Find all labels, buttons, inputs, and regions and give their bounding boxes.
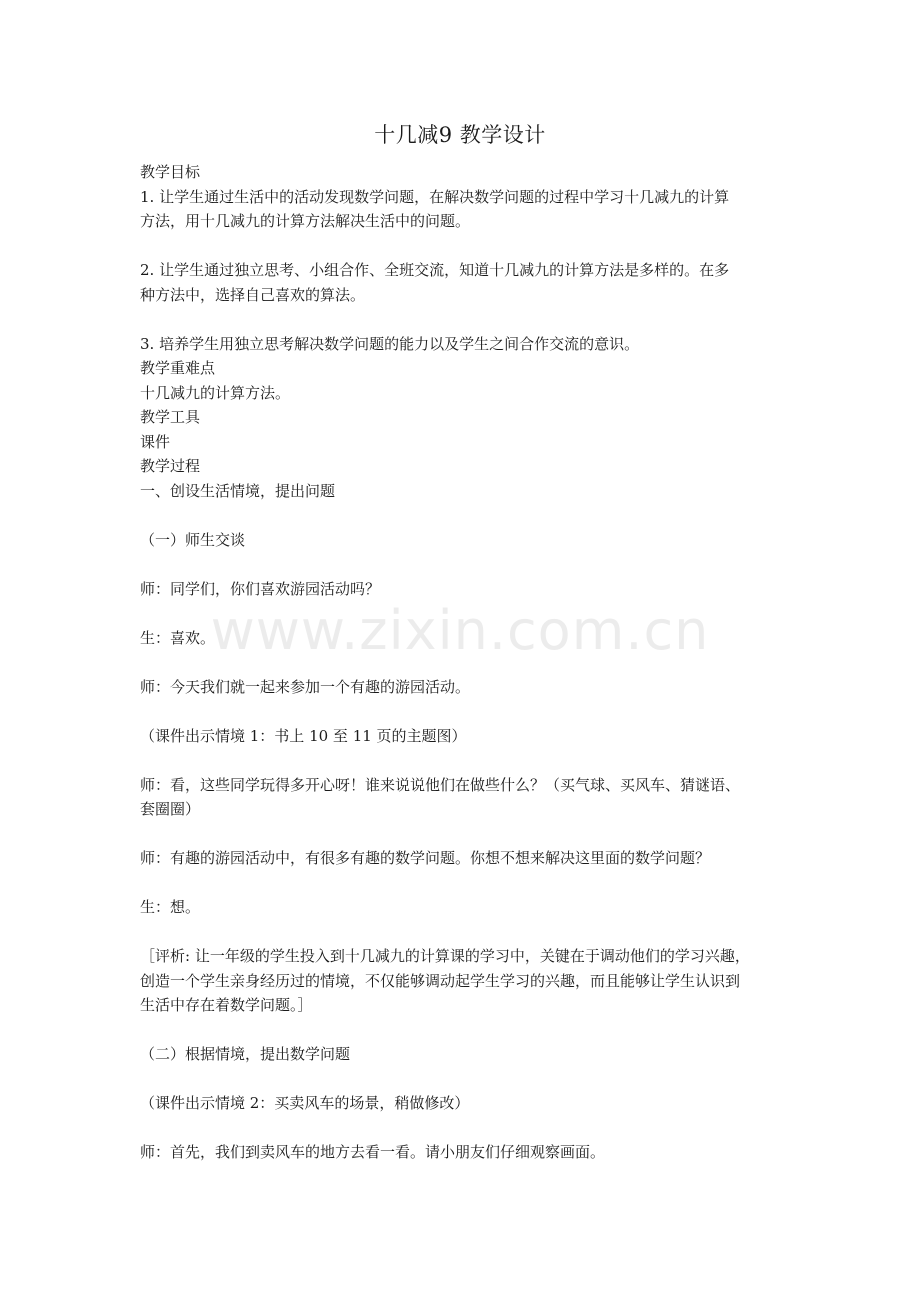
watermark: www.zixin.com.cn [210,599,710,662]
paragraph-line: 十几减九的计算方法。 [140,383,291,402]
document-title: 十几减9 教学设计 [374,123,546,147]
paragraph-line: 创造一个学生亲身经历过的情境，不仅能够调动起学生学习的兴趣，而且能够让学生认识到 [140,971,741,990]
paragraph-line: 套圈圈） [140,800,201,818]
paragraph-line: 生：想。 [140,898,201,916]
blank-line [140,307,785,332]
blank-line [140,650,785,675]
blank-line [140,748,785,773]
blank-line [140,234,785,259]
paragraph-line: ［评析: 让一年级的学生投入到十几减九的计算课的学习中，关键在于调动他们的学习兴趣， [140,947,750,965]
blank-line [140,871,785,896]
paragraph-line: （一）师生交谈 [140,530,246,549]
paragraph-line: （课件出示情境 2：买卖风车的场景，稍做修改） [140,1094,470,1112]
blank-line [140,1018,785,1043]
paragraph-line: 种方法中，选择自己喜欢的算法。 [140,285,366,304]
document-body [140,160,785,1165]
paragraph-line: 生活中存在着数学问题。］ [140,996,313,1014]
blank-line [140,822,785,847]
paragraph-line: 教学重难点 [140,359,216,377]
blank-line [140,503,785,528]
paragraph-line: 1. 让学生通过生活中的活动发现数学问题，在解决数学问题的过程中学习十几减九的计算 [140,187,730,206]
paragraph-line: 课件 [140,432,171,451]
paragraph-line: 师：看，这些同学玩得多开心呀！谁来说说他们在做些什么？（买气球、买风车、猜谜语、 [140,775,741,794]
blank-line [140,601,785,626]
paragraph-line: 方法，用十几减九的计算方法解决生活中的问题。 [140,212,471,230]
paragraph-line: 2. 让学生通过独立思考、小组合作、全班交流，知道十几减九的计算方法是多样的。在多 [140,261,730,279]
paragraph-line: 师：有趣的游园活动中，有很多有趣的数学问题。你想不想来解决这里面的数学问题？ [140,849,711,867]
blank-line [140,552,785,577]
paragraph-line: 师：首先，我们到卖风车的地方去看一看。请小朋友们仔细观察画面。 [140,1143,606,1161]
paragraph-line: （二）根据情境，提出数学问题 [140,1045,351,1063]
blank-line [140,699,785,724]
paragraph-line: 教学目标 [140,163,201,181]
paragraph-line: 教学工具 [140,408,201,426]
paragraph-line: 师：今天我们就一起来参加一个有趣的游园活动。 [140,677,471,696]
blank-line [140,920,785,945]
paragraph-line: 3. 培养学生用独立思考解决数学问题的能力以及学生之间合作交流的意识。 [140,334,640,353]
paragraph-line: 一、创设生活情境，提出问题 [140,481,336,500]
blank-line [140,1067,785,1092]
paragraph-line: 师：同学们，你们喜欢游园活动吗？ [140,579,381,598]
blank-line [140,1116,785,1141]
paragraph-line: 教学过程 [140,457,201,475]
paragraph-line: 生：喜欢。 [140,628,216,647]
paragraph-line: （课件出示情境 1：书上 10 至 11 页的主题图） [140,726,467,745]
